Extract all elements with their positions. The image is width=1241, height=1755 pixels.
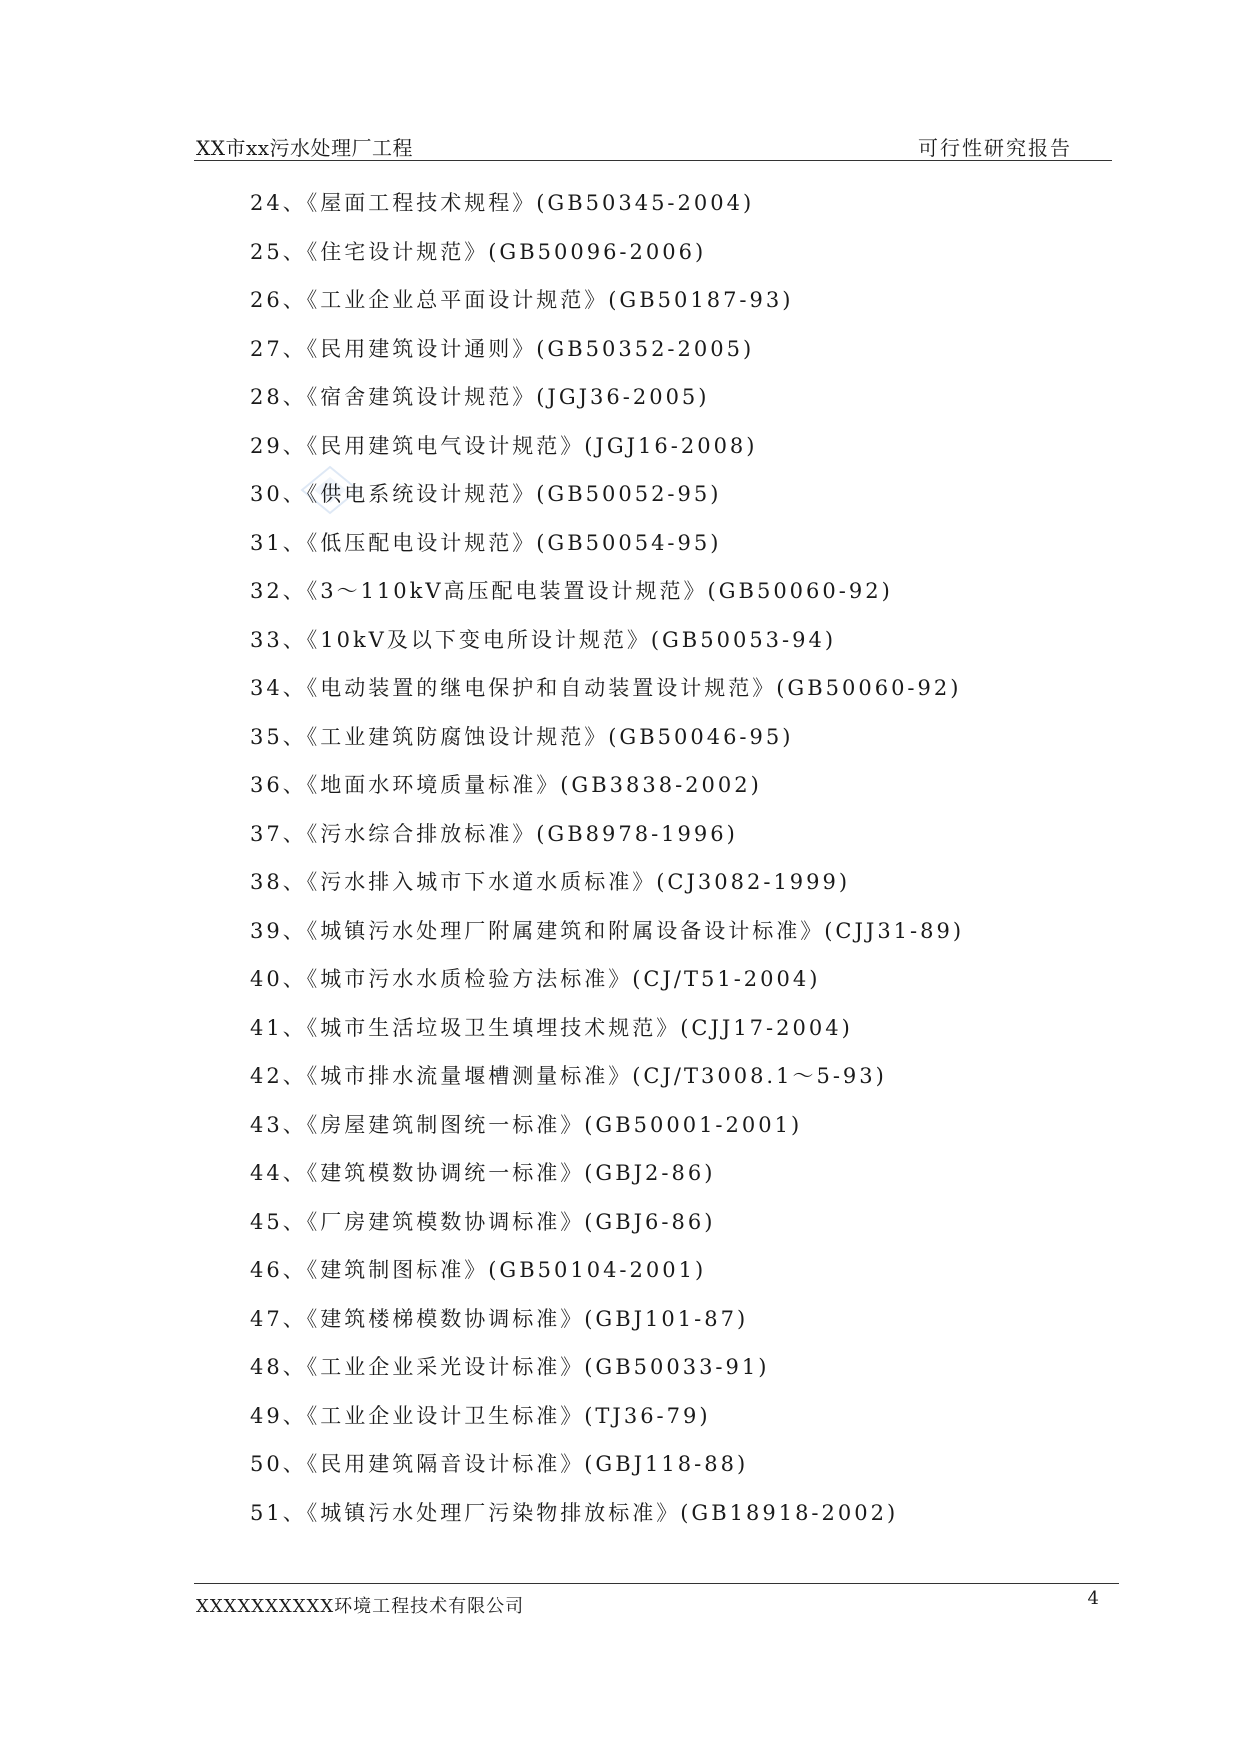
reference-item: 29、《民用建筑电气设计规范》(JGJ16-2008) xyxy=(250,433,758,458)
reference-item: 44、《建筑模数协调统一标准》(GBJ2-86) xyxy=(250,1161,716,1185)
reference-item: 26、《工业企业总平面设计规范》(GB50187-93) xyxy=(250,288,794,312)
reference-item: 37、《污水综合排放标准》(GB8978-1996) xyxy=(250,821,738,846)
reference-item: 24、《屋面工程技术规程》(GB50345-2004) xyxy=(250,191,755,215)
reference-item: 35、《工业建筑防腐蚀设计规范》(GB50046-95) xyxy=(250,724,794,749)
reference-item: 39、《城镇污水处理厂附属建筑和附属设备设计标准》(CJJ31-89) xyxy=(250,918,965,943)
reference-item: 34、《电动装置的继电保护和自动装置设计规范》(GB50060-92) xyxy=(250,676,962,700)
reference-item: 25、《住宅设计规范》(GB50096-2006) xyxy=(250,239,707,264)
reference-item: 45、《厂房建筑模数协调标准》(GBJ6-86) xyxy=(250,1209,716,1234)
reference-item: 46、《建筑制图标准》(GB50104-2001) xyxy=(250,1258,707,1282)
footer-company-name: XXXXXXXXXX环境工程技术有限公司 xyxy=(196,1596,525,1617)
reference-item: 27、《民用建筑设计通则》(GB50352-2005) xyxy=(250,336,755,361)
reference-item: 41、《城市生活垃圾卫生填埋技术规范》(CJJ17-2004) xyxy=(250,1015,853,1040)
reference-item: 47、《建筑楼梯模数协调标准》(GBJ101-87) xyxy=(250,1306,749,1331)
page-number: 4 xyxy=(1087,1588,1099,1609)
reference-standards-list xyxy=(250,188,964,1546)
reference-item: 42、《城市排水流量堰槽测量标准》(CJ/T3008.1～5-93) xyxy=(250,1064,887,1088)
reference-item: 51、《城镇污水处理厂污染物排放标准》(GB18918-2002) xyxy=(250,1500,899,1525)
reference-item: 28、《宿舍建筑设计规范》(JGJ36-2005) xyxy=(250,385,710,409)
reference-item: 30、《供电系统设计规范》(GB50052-95) xyxy=(250,482,722,506)
reference-item: 33、《10kV及以下变电所设计规范》(GB50053-94) xyxy=(250,627,837,652)
reference-item: 49、《工业企业设计卫生标准》(TJ36-79) xyxy=(250,1403,711,1428)
header-report-type: 可行性研究报告 xyxy=(918,136,1072,160)
reference-item: 50、《民用建筑隔音设计标准》(GBJ118-88) xyxy=(250,1452,749,1476)
reference-item: 31、《低压配电设计规范》(GB50054-95) xyxy=(250,530,722,555)
reference-item: 40、《城市污水水质检验方法标准》(CJ/T51-2004) xyxy=(250,967,821,991)
reference-item: 38、《污水排入城市下水道水质标准》(CJ3082-1999) xyxy=(250,870,851,894)
page-footer xyxy=(194,1583,1119,1624)
reference-item: 32、《3～110kV高压配电装置设计规范》(GB50060-92) xyxy=(250,579,893,603)
reference-item: 43、《房屋建筑制图统一标准》(GB50001-2001) xyxy=(250,1112,803,1137)
reference-item: 48、《工业企业采光设计标准》(GB50033-91) xyxy=(250,1355,770,1379)
page-header xyxy=(194,130,1112,161)
reference-item: 36、《地面水环境质量标准》(GB3838-2002) xyxy=(250,773,762,797)
header-project-title: XX市xx污水处理厂工程 xyxy=(196,136,414,160)
